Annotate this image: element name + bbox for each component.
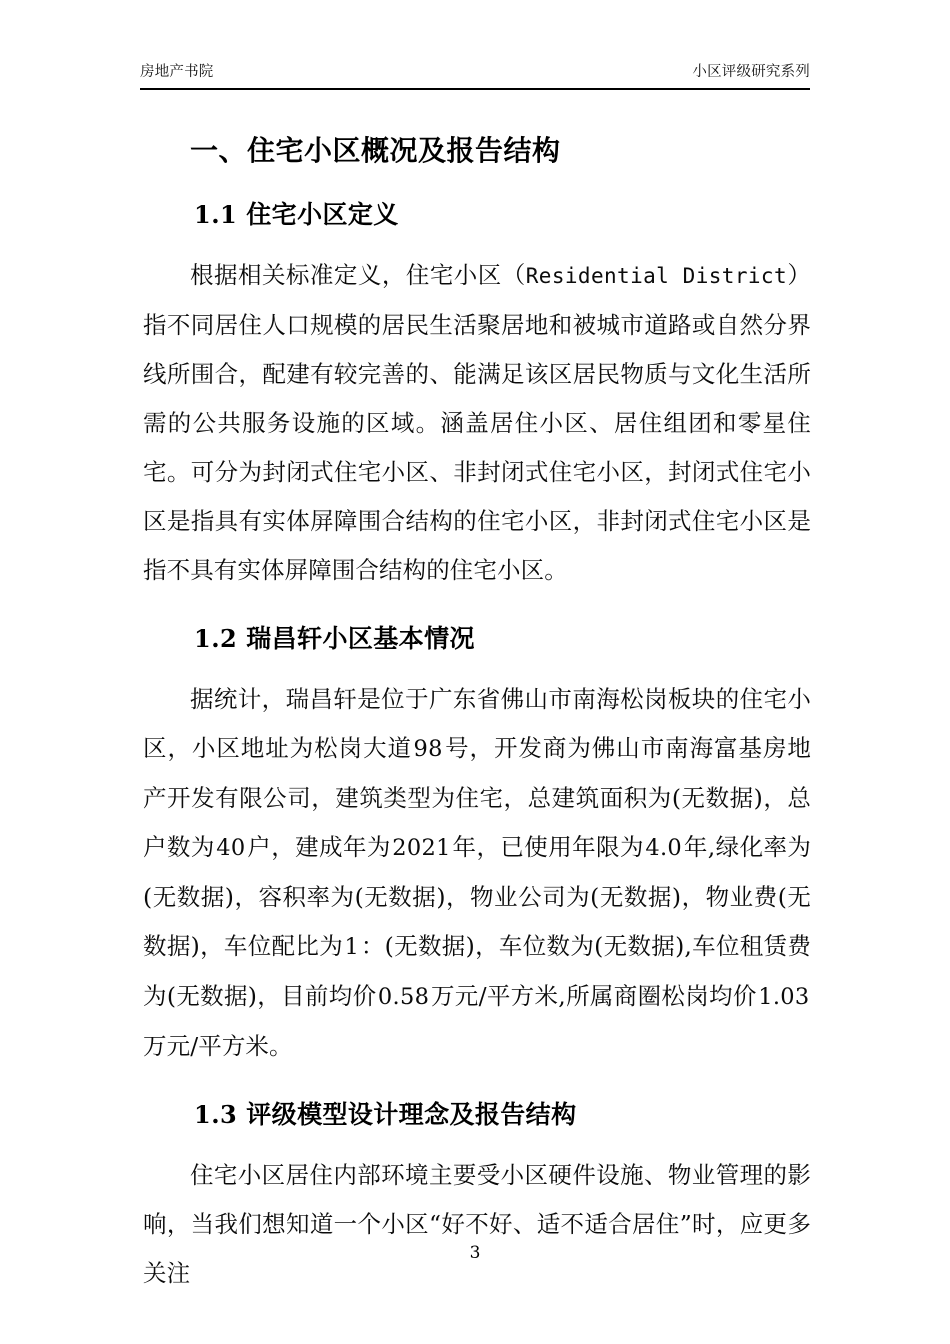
chapter-heading: 一、住宅小区概况及报告结构 [190, 135, 561, 166]
spacer [143, 595, 811, 614]
fact-built-year: 2021 [392, 835, 451, 861]
paragraph-text-rest: ）指不同居住人口规模的居民生活聚居地和被城市道路或自然分界线所围合，配建有较完善的、能满足该区居民物质与文化生活所需的公共服务设施的区域。涵盖居住小区、居住组团和零星住宅。可分为封闭式住宅小区、非封闭式住宅小区，封闭式住宅小区是指具有实体屏障围合结构的住宅小区，非封闭式住宅小区是指不具有实体屏障围合结构的住宅小区。 [143, 261, 811, 584]
fact-text-7: 万元/平方米,所属商圈松岗均价 [430, 982, 757, 1010]
fact-text-4: 年，已使用年限为 [452, 833, 644, 861]
spacer [143, 1140, 811, 1151]
page-header [140, 64, 810, 81]
paragraph-latin-term: Residential District [525, 264, 787, 288]
section-title-1-3: 评级模型设计理念及报告结构 [246, 1101, 577, 1129]
fact-text-2: 号，开发商为佛山市南海富基房地产开发有限公司，建筑类型为住宅，总建筑面积为(无数据)，总户数为 [143, 734, 812, 861]
section-heading-1-3 [143, 1090, 811, 1140]
paragraph-definition [143, 251, 811, 595]
header-left-title: 房地产书院 [140, 64, 214, 80]
paragraph-rating-model: 住宅小区居住内部环境主要受小区硬件设施、物业管理的影响，当我们想知道一个小区“好不好、适不适合居住”时，应更多关注 [143, 1161, 811, 1287]
fact-text-6: ：(无数据)，车位数为(无数据),车位租赁费为(无数据)，目前均价 [143, 932, 811, 1010]
fact-household-count: 40 [216, 835, 246, 861]
paragraph-text-lead: 根据相关标准定义，住宅小区（ [190, 261, 526, 289]
header-divider-rule [140, 88, 810, 90]
fact-parking-ratio: 1 [344, 934, 360, 960]
section-title-1-1: 住宅小区定义 [246, 201, 399, 229]
section-number-1-2: 1.2 [194, 624, 238, 653]
paragraph-community-facts [143, 675, 811, 1071]
fact-district-average-price: 1.03 [758, 984, 810, 1010]
section-number-1-3: 1.3 [194, 1100, 238, 1129]
section-heading-1-2 [143, 614, 811, 664]
fact-text-8: 万元/平方米。 [143, 1032, 293, 1060]
page-number: 3 [469, 1243, 481, 1263]
document-body [143, 126, 811, 1298]
fact-text-3: 户，建成年为 [246, 833, 391, 861]
fact-used-years: 4.0 [645, 835, 683, 861]
header-right-title: 小区评级研究系列 [692, 64, 810, 80]
section-number-1-1: 1.1 [194, 200, 238, 229]
section-heading-1-1 [143, 190, 811, 240]
fact-address-number: 98 [413, 736, 443, 762]
spacer [143, 176, 811, 190]
fact-text-5: 年,绿化率为(无数据)，容积率为(无数据)，物业公司为(无数据)，物业费(无数据)，车位配比为 [143, 833, 811, 960]
spacer [143, 240, 811, 251]
fact-average-price: 0.58 [377, 984, 430, 1010]
page-footer [0, 1243, 950, 1263]
fact-text-1: 据统计，瑞昌轩是位于广东省佛山市南海松岗板块的住宅小区，小区地址为松岗大道 [143, 685, 811, 762]
spacer [143, 664, 811, 675]
spacer [143, 1071, 811, 1090]
section-title-1-2: 瑞昌轩小区基本情况 [246, 625, 475, 653]
